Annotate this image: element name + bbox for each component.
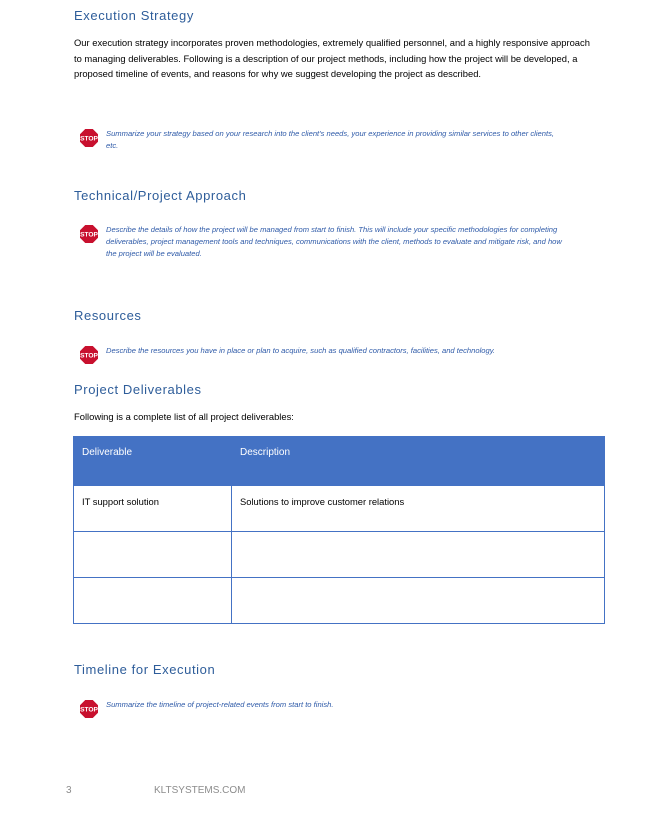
table-row bbox=[74, 486, 605, 532]
stop-sign-label: STOP bbox=[80, 352, 98, 360]
column-header-description: Description bbox=[232, 437, 605, 486]
table-row bbox=[74, 532, 605, 578]
stop-sign-icon bbox=[79, 345, 99, 365]
table-cell bbox=[74, 578, 232, 624]
stop-sign-icon bbox=[79, 224, 99, 244]
stop-sign-label: STOP bbox=[80, 135, 98, 143]
stop-sign-label: STOP bbox=[80, 706, 98, 714]
table-header-row bbox=[74, 437, 605, 486]
heading-project-deliverables: Project Deliverables bbox=[74, 382, 202, 397]
table-cell bbox=[232, 578, 605, 624]
execution-strategy-body: Our execution strategy incorporates proven methodologies, extremely qualified personnel, and a highly responsive approach to managing deliverables. Following is a description of our project methods, including how the project will be developed, a proposed timeline of events, and reasons for why we suggest developing the project as described. bbox=[74, 37, 590, 79]
approach-note-text: Describe the details of how the project will be managed from start to finish. This will include your specific methodologies for completing deliverables, project management tools and techniques, communications with the client, methods to evaluate and mitigate risk, and how the project will be evaluated. bbox=[106, 225, 562, 258]
footer-site: KLTSYSTEMS.COM bbox=[154, 785, 246, 796]
page-number: 3 bbox=[66, 785, 72, 796]
table-row bbox=[74, 578, 605, 624]
table-cell bbox=[74, 532, 232, 578]
table-cell: IT support solution bbox=[74, 486, 232, 532]
timeline-note-text: Summarize the timeline of project-related events from start to finish. bbox=[106, 700, 334, 709]
heading-technical-approach: Technical/Project Approach bbox=[74, 188, 247, 203]
stop-sign-icon bbox=[79, 128, 99, 148]
execution-note-text: Summarize your strategy based on your research into the client's needs, your experience in providing similar services to other clients, etc. bbox=[106, 129, 555, 150]
stop-sign-icon bbox=[79, 699, 99, 719]
resources-note-text: Describe the resources you have in place or plan to acquire, such as qualified contractors, facilities, and technology. bbox=[106, 346, 496, 355]
deliverables-table bbox=[73, 436, 605, 624]
column-header-deliverable: Deliverable bbox=[74, 437, 232, 486]
heading-resources: Resources bbox=[74, 308, 142, 323]
deliverables-intro: Following is a complete list of all project deliverables: bbox=[74, 411, 294, 422]
heading-execution-strategy: Execution Strategy bbox=[74, 8, 194, 23]
heading-timeline: Timeline for Execution bbox=[74, 662, 216, 677]
table-cell bbox=[232, 532, 605, 578]
stop-sign-label: STOP bbox=[80, 231, 98, 239]
table-cell: Solutions to improve customer relations bbox=[232, 486, 605, 532]
